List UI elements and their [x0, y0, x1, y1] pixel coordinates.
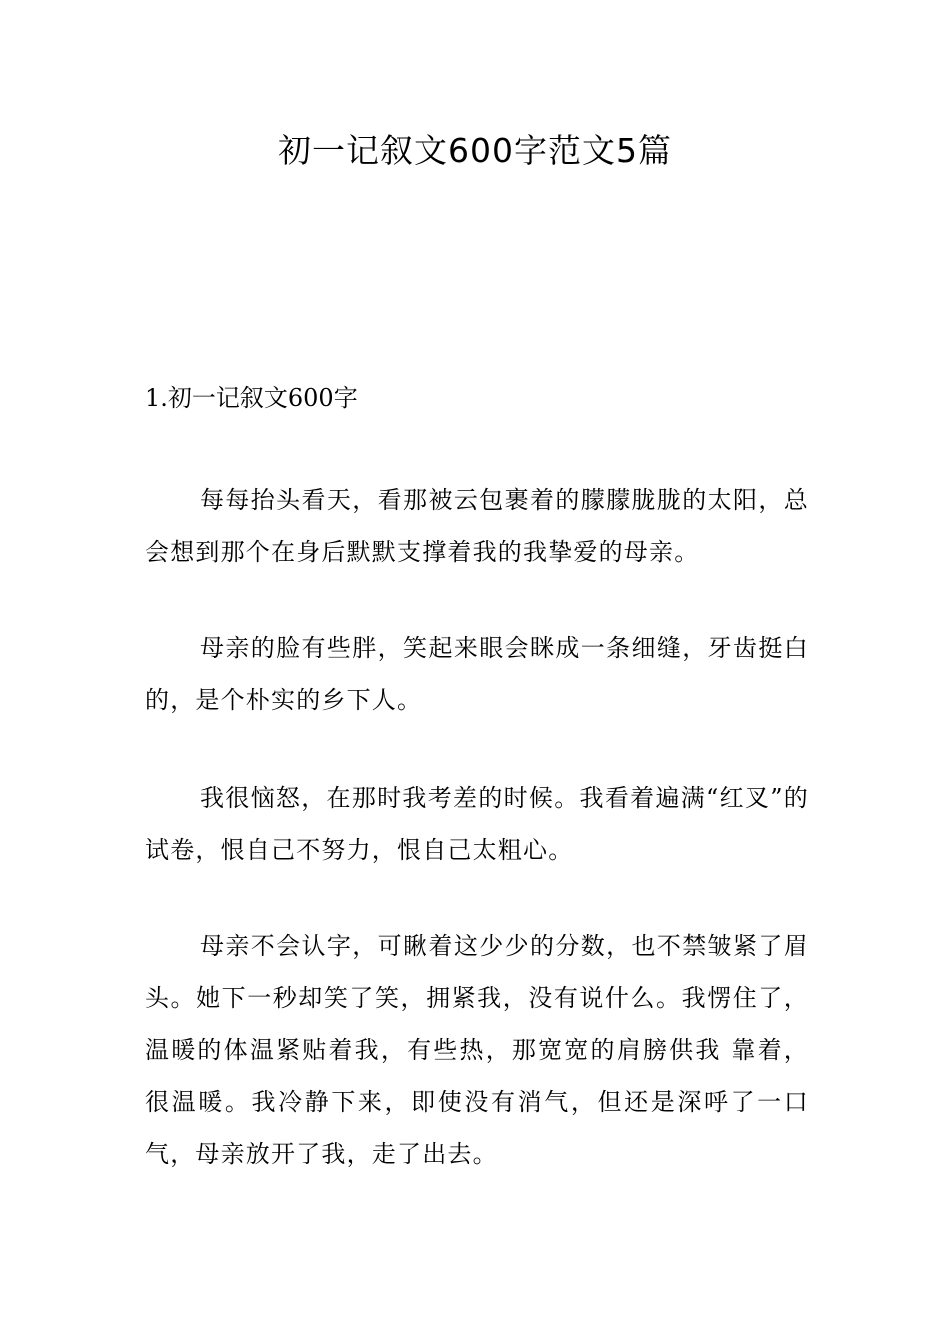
paragraph-1: 每每抬头看天，看那被云包裹着的朦朦胧胧的太阳，总会想到那个在身后默默支撑着我的我挚爱的母亲。 [145, 486, 809, 566]
paragraph-4: 母亲不会认字，可瞅着这少少的分数，也不禁皱紧了眉头。她下一秒却笑了笑，拥紧我，没有说什么。我愣住了，温暖的体温紧贴着我，有些热，那宽宽的肩膀供我 靠着，很温暖。我冷静下来，即使没有消气，但还是深呼了一口气，母亲放开了我，走了出去。 [145, 932, 809, 1168]
section-heading: 1.初一记叙文600字 [145, 384, 358, 412]
paragraph-2: 母亲的脸有些胖，笑起来眼会眯成一条细缝，牙齿挺白的，是个朴实的乡下人。 [145, 634, 809, 714]
paragraph-3: 我很恼怒，在那时我考差的时候。我看着遍满“红叉”的试卷，恨自己不努力，恨自己太粗心。 [145, 784, 809, 864]
document-title: 初一记叙文600字范文5篇 [278, 131, 672, 170]
